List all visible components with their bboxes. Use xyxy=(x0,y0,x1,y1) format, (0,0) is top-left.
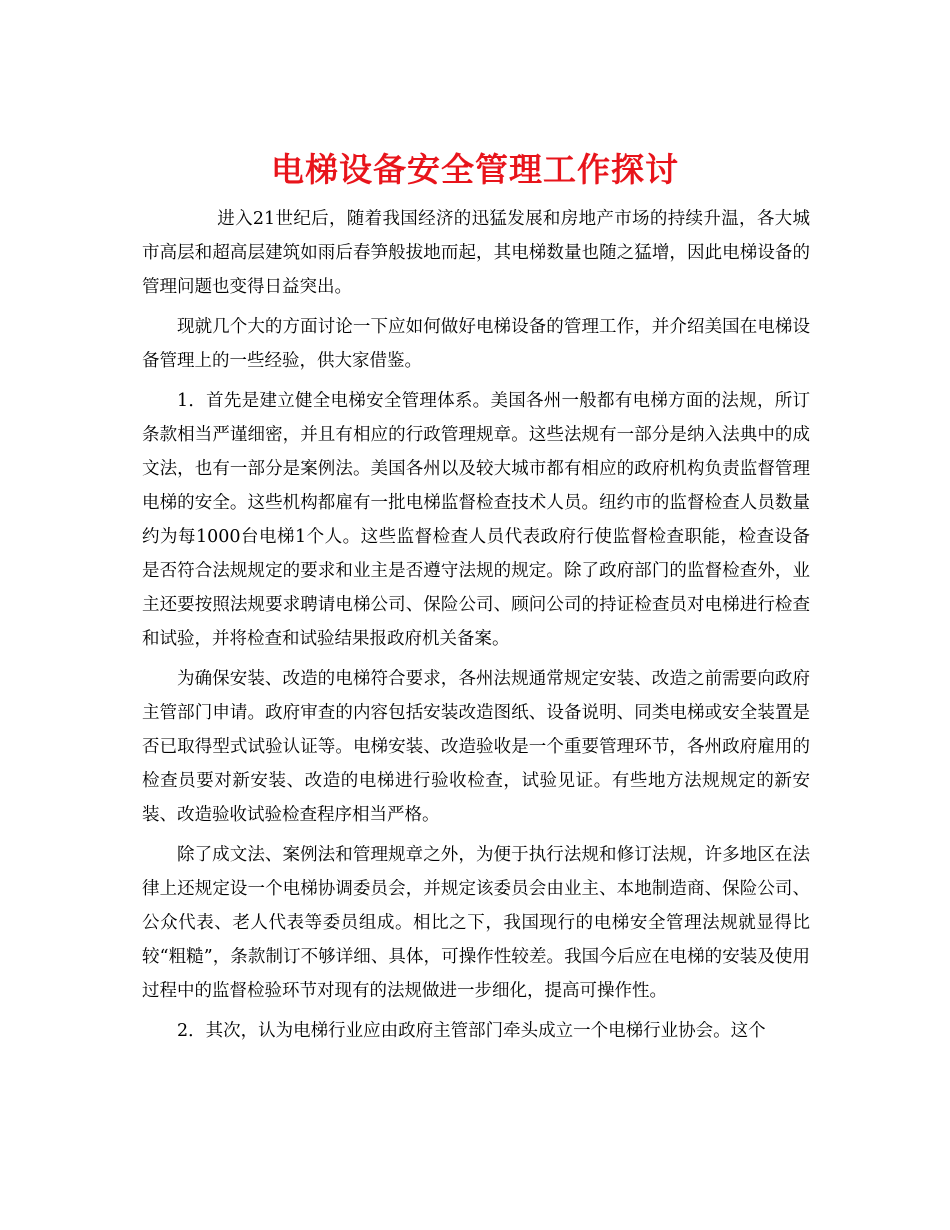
paragraph-point-2: 2．其次，认为电梯行业应由政府主管部门牵头成立一个电梯行业协会。这个 xyxy=(177,1021,766,1041)
paragraph-point-1: 1．首先是建立健全电梯安全管理体系。美国各州一般都有电梯方面的法规，所订条款相当严谨细密，并且有相应的行政管理规章。这些法规有一部分是纳入法典中的成文法，也有一部分是案例法。美国各州以及较大城市都有相应的政府机构负责监督管理电梯的安全。这些机构都雇有一批电梯监督检查技术人员。纽约市的监督检查人员数量约为每1000台电梯1个人。这些监督检查人员代表政府行使监督检查职能，检查设备是否符合法规规定的要求和业主是否遵守法规的规定。除了政府部门的监督检查外，业主还要按照法规要求聘请电梯公司、保险公司、顾问公司的持证检查员对电梯进行检查和试验，并将检查和试验结果报政府机关备案。 xyxy=(142,391,810,649)
paragraph-committee: 除了成文法、案例法和管理规章之外，为便于执行法规和修订法规，许多地区在法律上还规定设一个电梯协调委员会，并规定该委员会由业主、本地制造商、保险公司、公众代表、老人代表等委员组成。相比之下，我国现行的电梯安全管理法规就显得比较“粗糙”，条款制订不够详细、具体，可操作性较差。我国今后应在电梯的安装及使用过程中的监督检验环节对现有的法规做进一步细化，提高可操作性。 xyxy=(142,845,810,1001)
paragraph-overview: 现就几个大的方面讨论一下应如何做好电梯设备的管理工作，并介绍美国在电梯设备管理上的一些经验，供大家借鉴。 xyxy=(142,317,810,371)
paragraph-installation: 为确保安装、改造的电梯符合要求，各州法规通常规定安装、改造之前需要向政府主管部门申请。政府审查的内容包括安装改造图纸、设备说明、同类电梯或安全装置是否已取得型式试验认证等。电梯安装、改造验收是一个重要管理环节，各州政府雇用的检查员要对新安装、改造的电梯进行验收检查，试验见证。有些地方法规规定的新安装、改造验收试验检查程序相当严格。 xyxy=(142,669,810,825)
paragraph-intro: 进入21世纪后，随着我国经济的迅猛发展和房地产市场的持续升温，各大城市高层和超高层建筑如雨后春笋般拔地而起，其电梯数量也随之猛增，因此电梯设备的管理问题也变得日益突出。 xyxy=(142,209,810,297)
document-body xyxy=(142,202,810,1054)
document-title: 电梯设备安全管理工作探讨 xyxy=(271,150,679,190)
